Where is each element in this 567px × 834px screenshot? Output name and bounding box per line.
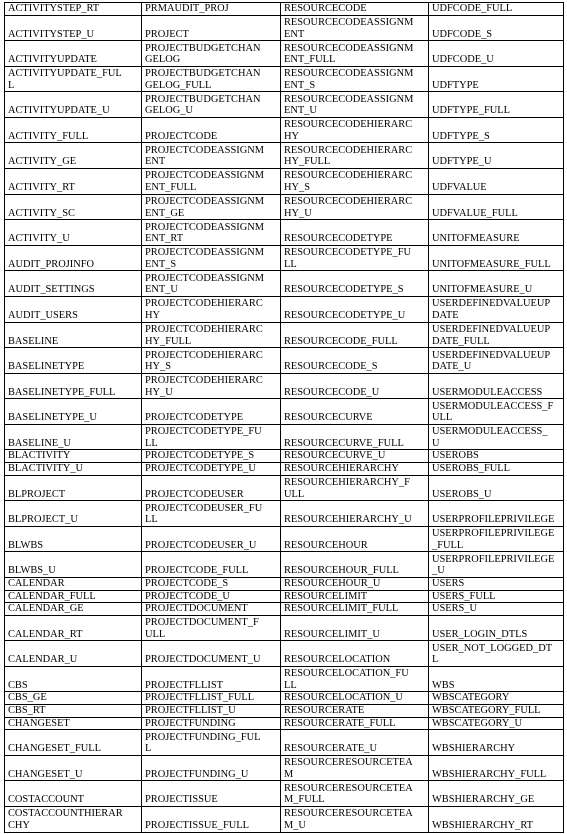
table-cell: ACTIVITY_RT [5, 169, 142, 195]
table-cell: RESOURCECODETYPE [281, 220, 429, 246]
table-cell: PROJECTCODE_S [142, 577, 281, 590]
table-cell: ACTIVITY_U [5, 220, 142, 246]
table-cell: BASELINE [5, 322, 142, 348]
table-cell: USERS_U [429, 603, 564, 616]
table-cell: ACTIVITYUPDATE_FUL L [5, 66, 142, 92]
table-cell: AUDIT_USERS [5, 296, 142, 322]
table-row [5, 526, 564, 552]
table-cell: BLACTIVITY [5, 450, 142, 463]
table-cell: PROJECTCODEASSIGNM ENT_S [142, 245, 281, 271]
table-row [5, 590, 564, 603]
table-cell: BLPROJECT [5, 475, 142, 501]
table-row [5, 296, 564, 322]
table-cell: RESOURCECODEHIERARC HY_FULL [281, 143, 429, 169]
table-cell: USER_NOT_LOGGED_DT L [429, 641, 564, 667]
table-cell: BLPROJECT_U [5, 501, 142, 527]
table-row [5, 475, 564, 501]
table-cell: RESOURCERATE_U [281, 730, 429, 756]
table-cell: RESOURCEHIERARCHY [281, 463, 429, 476]
table-cell: RESOURCECURVE_FULL [281, 424, 429, 450]
table-cell: PROJECTFLLIST_FULL [142, 692, 281, 705]
table-cell: PROJECTFUNDING [142, 717, 281, 730]
table-cell: RESOURCELOCATION_FU LL [281, 666, 429, 692]
table-body [5, 3, 564, 833]
table-cell: USERMODULEACCESS_ U [429, 424, 564, 450]
table-cell: CALENDAR [5, 577, 142, 590]
table-cell: PROJECTCODEUSER_U [142, 526, 281, 552]
table-cell: PROJECTCODEHIERARC HY_S [142, 348, 281, 374]
table-row [5, 322, 564, 348]
table-cell: ACTIVITYUPDATE [5, 41, 142, 67]
table-cell: ACTIVITYUPDATE_U [5, 92, 142, 118]
table-names-grid [4, 2, 564, 833]
table-row [5, 603, 564, 616]
table-cell: USERMODULEACCESS [429, 373, 564, 399]
table-cell: WBSHIERARCHY_FULL [429, 755, 564, 781]
table-cell: RESOURCELOCATION [281, 641, 429, 667]
table-cell: PROJECTDOCUMENT [142, 603, 281, 616]
table-row [5, 755, 564, 781]
table-row [5, 641, 564, 667]
table-cell: PROJECTCODEASSIGNM ENT_FULL [142, 169, 281, 195]
table-cell: PROJECTCODE_U [142, 590, 281, 603]
table-cell: BLACTIVITY_U [5, 463, 142, 476]
table-cell: USERS [429, 577, 564, 590]
table-row [5, 169, 564, 195]
table-cell: PROJECTDOCUMENT_U [142, 641, 281, 667]
table-cell: USERDEFINEDVALUEUP DATE_U [429, 348, 564, 374]
table-cell: CALENDAR_GE [5, 603, 142, 616]
table-cell: PROJECTCODEUSER_FU LL [142, 501, 281, 527]
table-cell: USEROBS_U [429, 475, 564, 501]
table-cell: PROJECTCODEASSIGNM ENT_GE [142, 194, 281, 220]
table-cell: RESOURCECURVE_U [281, 450, 429, 463]
table-cell: BLWBS_U [5, 552, 142, 578]
table-cell: RESOURCELIMIT [281, 590, 429, 603]
table-cell: CHANGESET [5, 717, 142, 730]
table-cell: USERDEFINEDVALUEUP DATE [429, 296, 564, 322]
table-cell: UDFVALUE [429, 169, 564, 195]
table-cell: RESOURCERATE [281, 705, 429, 718]
table-row [5, 3, 564, 16]
table-cell: USER_LOGIN_DTLS [429, 615, 564, 641]
table-cell: PROJECTCODEASSIGNM ENT [142, 143, 281, 169]
table-cell: USEROBS_FULL [429, 463, 564, 476]
table-cell: PROJECTCODE [142, 117, 281, 143]
table-cell: PROJECTISSUE [142, 781, 281, 807]
table-cell: CHANGESET_U [5, 755, 142, 781]
table-cell: RESOURCEHOUR_FULL [281, 552, 429, 578]
table-cell: UDFCODE_FULL [429, 3, 564, 16]
table-cell: RESOURCECODEASSIGNM ENT [281, 15, 429, 41]
table-cell: UDFCODE_U [429, 41, 564, 67]
table-cell: UDFTYPE [429, 66, 564, 92]
table-cell: PROJECTISSUE_FULL [142, 806, 281, 832]
table-cell: ACTIVITYSTEP_RT [5, 3, 142, 16]
table-cell: BASELINE_U [5, 424, 142, 450]
table-cell: RESOURCECODETYPE_S [281, 271, 429, 297]
table-cell: RESOURCECODE_U [281, 373, 429, 399]
table-row [5, 577, 564, 590]
table-cell: PROJECTCODEHIERARC HY_FULL [142, 322, 281, 348]
table-cell: RESOURCECODEHIERARC HY [281, 117, 429, 143]
table-cell: USERMODULEACCESS_F ULL [429, 399, 564, 425]
table-row [5, 717, 564, 730]
table-cell: CBS [5, 666, 142, 692]
table-row [5, 450, 564, 463]
table-row [5, 41, 564, 67]
table-cell: WBS [429, 666, 564, 692]
table-row [5, 66, 564, 92]
table-cell: WBSHIERARCHY_RT [429, 806, 564, 832]
table-cell: RESOURCECODE_S [281, 348, 429, 374]
table-cell: PROJECTCODETYPE_U [142, 463, 281, 476]
table-row [5, 194, 564, 220]
table-cell: AUDIT_SETTINGS [5, 271, 142, 297]
table-cell: UNITOFMEASURE_U [429, 271, 564, 297]
table-cell: ACTIVITY_FULL [5, 117, 142, 143]
table-cell: RESOURCERATE_FULL [281, 717, 429, 730]
table-cell: UDFVALUE_FULL [429, 194, 564, 220]
table-cell: USERPROFILEPRIVILEGE [429, 501, 564, 527]
table-cell: USERPROFILEPRIVILEGE _U [429, 552, 564, 578]
table-row [5, 424, 564, 450]
table-cell: UDFTYPE_S [429, 117, 564, 143]
table-cell: RESOURCECODEASSIGNM ENT_U [281, 92, 429, 118]
table-cell: PRMAUDIT_PROJ [142, 3, 281, 16]
table-cell: PROJECTFLLIST_U [142, 705, 281, 718]
table-cell: AUDIT_PROJINFO [5, 245, 142, 271]
table-cell: RESOURCERESOURCETEA M [281, 755, 429, 781]
table-cell: RESOURCELIMIT_U [281, 615, 429, 641]
table-cell: RESOURCECODE [281, 3, 429, 16]
table-cell: PROJECTFUNDING_FUL L [142, 730, 281, 756]
table-row [5, 615, 564, 641]
table-row [5, 92, 564, 118]
table-cell: PROJECTCODEASSIGNM ENT_RT [142, 220, 281, 246]
table-row [5, 220, 564, 246]
table-row [5, 245, 564, 271]
table-row [5, 463, 564, 476]
table-cell: UDFTYPE_U [429, 143, 564, 169]
table-cell: WBSCATEGORY_U [429, 717, 564, 730]
table-cell: PROJECTCODETYPE_FU LL [142, 424, 281, 450]
table-row [5, 373, 564, 399]
table-cell: RESOURCELIMIT_FULL [281, 603, 429, 616]
table-cell: RESOURCECODEHIERARC HY_U [281, 194, 429, 220]
table-row [5, 666, 564, 692]
table-row [5, 117, 564, 143]
table-cell: RESOURCECODEASSIGNM ENT_FULL [281, 41, 429, 67]
table-cell: RESOURCERESOURCETEA M_FULL [281, 781, 429, 807]
table-cell: RESOURCELOCATION_U [281, 692, 429, 705]
table-row [5, 692, 564, 705]
table-cell: RESOURCEHOUR_U [281, 577, 429, 590]
table-cell: BASELINETYPE_U [5, 399, 142, 425]
table-cell: USERPROFILEPRIVILEGE _FULL [429, 526, 564, 552]
table-cell: RESOURCECODEASSIGNM ENT_S [281, 66, 429, 92]
table-row [5, 271, 564, 297]
table-cell: BLWBS [5, 526, 142, 552]
table-cell: CBS_GE [5, 692, 142, 705]
table-cell: PROJECTCODETYPE [142, 399, 281, 425]
table-row [5, 806, 564, 832]
table-cell: UDFTYPE_FULL [429, 92, 564, 118]
table-cell: CBS_RT [5, 705, 142, 718]
table-cell: USERS_FULL [429, 590, 564, 603]
table-row [5, 399, 564, 425]
table-cell: WBSHIERARCHY [429, 730, 564, 756]
table-cell: ACTIVITY_GE [5, 143, 142, 169]
table-cell: BASELINETYPE_FULL [5, 373, 142, 399]
table-row [5, 781, 564, 807]
table-cell: RESOURCERESOURCETEA M_U [281, 806, 429, 832]
table-cell: UDFCODE_S [429, 15, 564, 41]
table-cell: PROJECTBUDGETCHAN GELOG_U [142, 92, 281, 118]
table-row [5, 348, 564, 374]
table-cell: PROJECTCODEHIERARC HY_U [142, 373, 281, 399]
table-cell: RESOURCECODEHIERARC HY_S [281, 169, 429, 195]
table-cell: PROJECTCODETYPE_S [142, 450, 281, 463]
table-cell: USEROBS [429, 450, 564, 463]
table-cell: RESOURCECODETYPE_U [281, 296, 429, 322]
table-cell: UNITOFMEASURE [429, 220, 564, 246]
table-cell: PROJECTBUDGETCHAN GELOG_FULL [142, 66, 281, 92]
table-row [5, 15, 564, 41]
table-cell: CHANGESET_FULL [5, 730, 142, 756]
table-cell: ACTIVITYSTEP_U [5, 15, 142, 41]
table-row [5, 143, 564, 169]
table-cell: PROJECTDOCUMENT_F ULL [142, 615, 281, 641]
table-cell: RESOURCEHIERARCHY_U [281, 501, 429, 527]
table-cell: WBSCATEGORY [429, 692, 564, 705]
table-cell: PROJECTCODEHIERARC HY [142, 296, 281, 322]
table-cell: CALENDAR_U [5, 641, 142, 667]
table-row [5, 730, 564, 756]
table-cell: WBSCATEGORY_FULL [429, 705, 564, 718]
table-cell: RESOURCEHOUR [281, 526, 429, 552]
table-cell: PROJECT [142, 15, 281, 41]
table-cell: RESOURCECODETYPE_FU LL [281, 245, 429, 271]
table-row [5, 501, 564, 527]
table-cell: RESOURCEHIERARCHY_F ULL [281, 475, 429, 501]
table-cell: PROJECTFLLIST [142, 666, 281, 692]
table-row [5, 705, 564, 718]
table-cell: CALENDAR_FULL [5, 590, 142, 603]
table-cell: WBSHIERARCHY_GE [429, 781, 564, 807]
table-cell: RESOURCECURVE [281, 399, 429, 425]
table-cell: ACTIVITY_SC [5, 194, 142, 220]
table-row [5, 552, 564, 578]
table-cell: PROJECTBUDGETCHAN GELOG [142, 41, 281, 67]
table-cell: PROJECTCODEUSER [142, 475, 281, 501]
table-cell: CALENDAR_RT [5, 615, 142, 641]
table-cell: BASELINETYPE [5, 348, 142, 374]
table-cell: PROJECTCODE_FULL [142, 552, 281, 578]
table-cell: RESOURCECODE_FULL [281, 322, 429, 348]
table-cell: PROJECTFUNDING_U [142, 755, 281, 781]
table-cell: COSTACCOUNT [5, 781, 142, 807]
table-cell: USERDEFINEDVALUEUP DATE_FULL [429, 322, 564, 348]
table-cell: COSTACCOUNTHIERAR CHY [5, 806, 142, 832]
table-cell: UNITOFMEASURE_FULL [429, 245, 564, 271]
table-cell: PROJECTCODEASSIGNM ENT_U [142, 271, 281, 297]
